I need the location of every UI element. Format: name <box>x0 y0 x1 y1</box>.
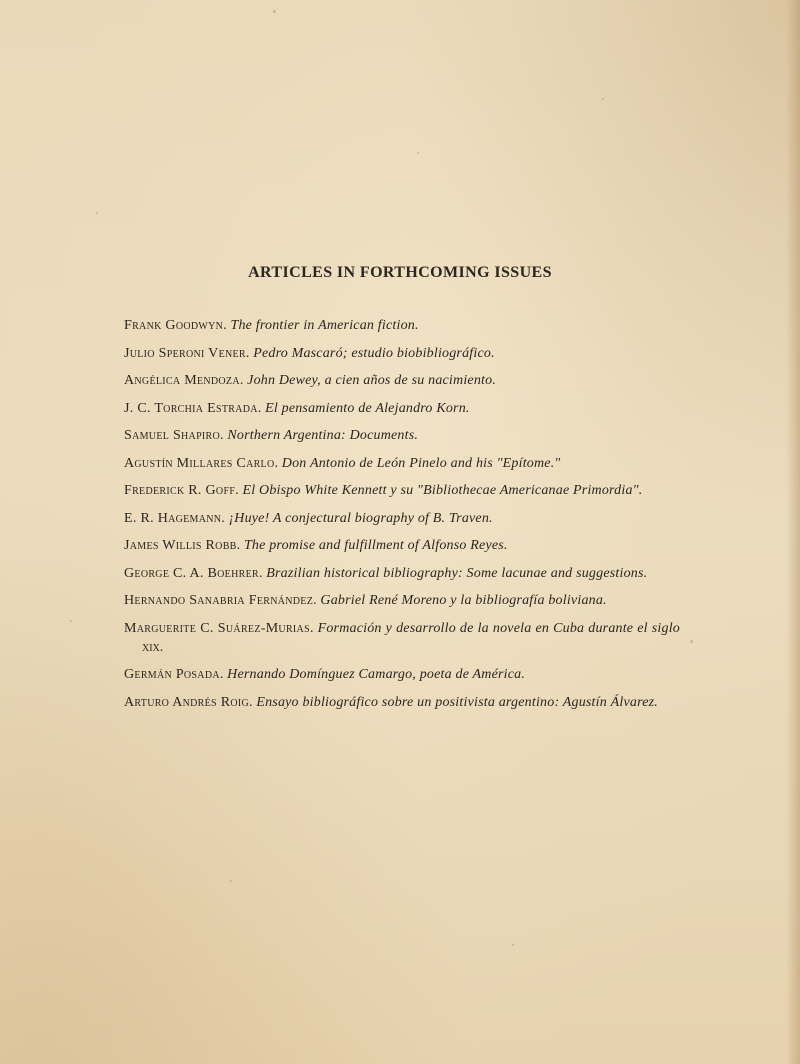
entry-author: Samuel Shapiro. <box>124 428 224 443</box>
entry-author: George C. A. Boehrer. <box>124 565 263 581</box>
entry-title: John Dewey, a cien años de su nacimiento. <box>247 373 497 388</box>
paper-speck <box>70 620 72 622</box>
entry-author: Marguerite C. Suárez-Murias. <box>124 620 314 636</box>
paper-speck <box>602 98 604 100</box>
entry-title: Formación y desarrollo de la novela en Cuba durante el siglo <box>317 620 681 636</box>
paper-speck <box>690 640 693 643</box>
entry-author: J. C. Torchia Estrada. <box>124 400 262 416</box>
list-item <box>124 665 680 684</box>
entry-title: Ensayo bibliográfico sobre un positivista argentino: Agustín Álvarez. <box>256 694 658 710</box>
entry-title: Gabriel René Moreno y la bibliografía boliviana. <box>320 593 607 608</box>
list-item <box>124 454 680 473</box>
entry-author: Julio Speroni Vener. <box>124 345 250 361</box>
page-heading: ARTICLES IN FORTHCOMING ISSUES <box>248 264 552 281</box>
entry-author: Angélica Mendoza. <box>124 373 244 388</box>
entry-author: James Willis Robb. <box>124 538 241 553</box>
entry-author: Germán Posada. <box>124 667 224 682</box>
paper-speck <box>273 10 276 13</box>
entry-author: Agustín Millares Carlo. <box>124 455 279 471</box>
list-item <box>124 316 680 335</box>
entry-title: El pensamiento de Alejandro Korn. <box>265 400 470 416</box>
entry-title: ¡Huye! A conjectural biography of B. Traven. <box>228 510 493 526</box>
list-item <box>124 591 680 610</box>
paper-speck <box>417 152 419 154</box>
page-edge-shadow <box>786 0 800 1064</box>
entry-title: Pedro Mascaró; estudio biobibliográfico. <box>253 345 495 361</box>
entry-title: El Obispo White Kennett y su "Bibliothecae Americanae Primordia". <box>242 483 643 498</box>
list-item <box>124 426 680 445</box>
list-item <box>124 564 680 583</box>
list-item <box>124 536 680 555</box>
entry-author: E. R. Hagemann. <box>124 510 226 526</box>
entry-author: Hernando Sanabria Fernández. <box>124 593 317 608</box>
list-item <box>124 399 680 418</box>
articles-list <box>124 316 680 720</box>
list-item <box>124 619 680 657</box>
entry-title: The promise and fulfillment of Alfonso Reyes. <box>243 538 508 553</box>
entry-title-suffix: xix. <box>142 639 164 655</box>
list-item <box>124 509 680 528</box>
list-item <box>124 481 680 500</box>
entry-author: Frederick R. Goff. <box>124 483 239 498</box>
paper-speck <box>96 212 98 214</box>
paper-speck <box>230 880 232 882</box>
entry-title: Don Antonio de León Pinelo and his "Epítome." <box>281 455 561 471</box>
list-item <box>124 344 680 363</box>
list-item <box>124 693 680 712</box>
entry-title: Hernando Domínguez Camargo, poeta de América. <box>227 667 526 682</box>
entry-author: Arturo Andrés Roig. <box>124 694 253 710</box>
entry-author: Frank Goodwyn. <box>124 318 227 333</box>
entry-title: The frontier in American fiction. <box>230 318 419 333</box>
paper-speck <box>512 944 514 946</box>
entry-title: Brazilian historical bibliography: Some lacunae and suggestions. <box>266 565 648 581</box>
list-item <box>124 371 680 390</box>
entry-title: Northern Argentina: Documents. <box>227 428 419 443</box>
